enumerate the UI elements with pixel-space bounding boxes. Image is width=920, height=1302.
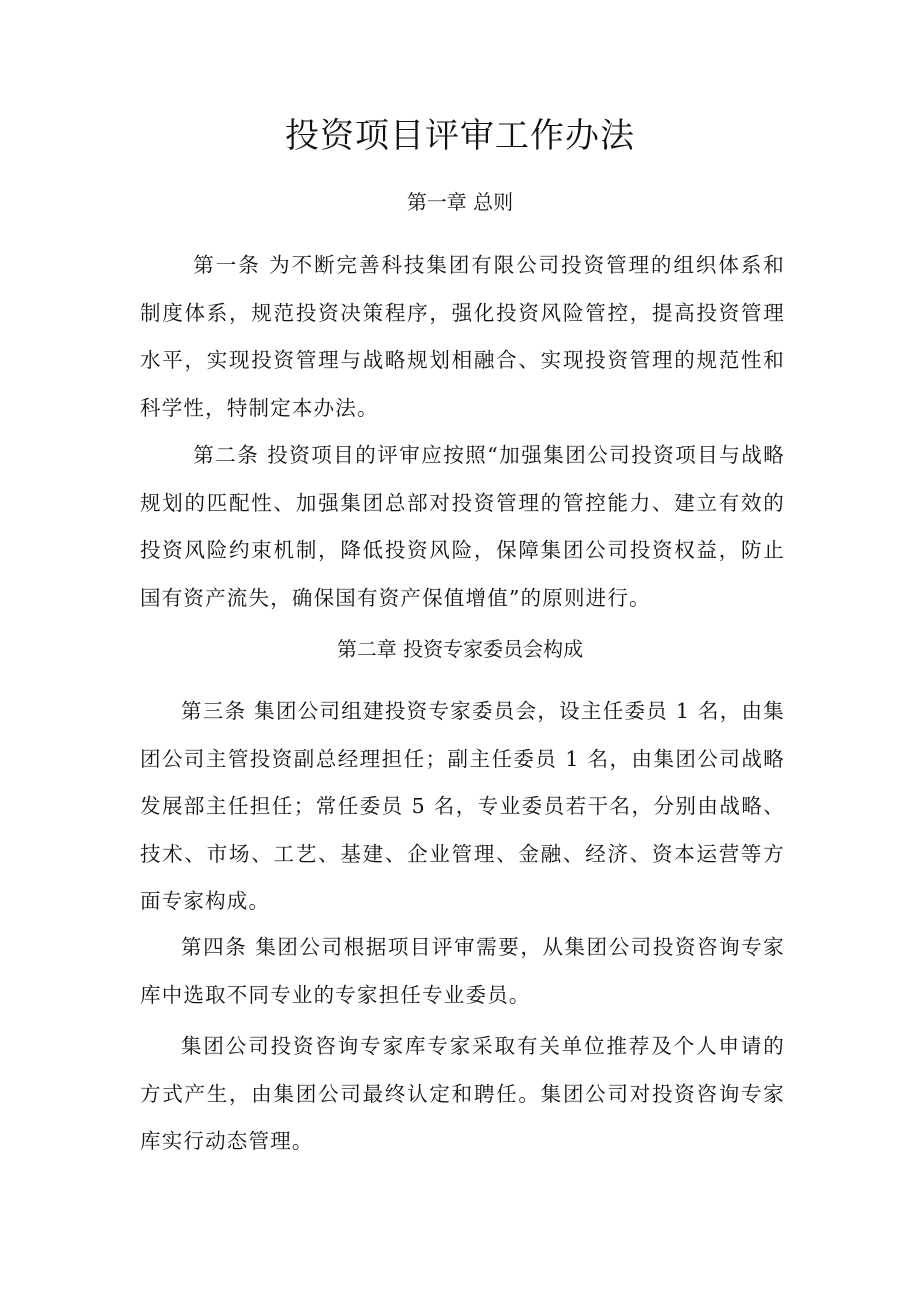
document-title: 投资项目评审工作办法: [285, 116, 635, 156]
article-1: 第一条 为不断完善科技集团有限公司投资管理的组织体系和制度体系，规范投资决策程序，强化投资风险管控，提高投资管理水平，实现投资管理与战略规划相融合、实现投资管理的规范性和科学性，特制定本办法。: [140, 253, 785, 420]
chapter-heading-1: 第一章 总则: [406, 190, 514, 214]
article-4: 第四条 集团公司根据项目评审需要，从集团公司投资咨询专家库中选取不同专业的专家担任专业委员。: [140, 935, 785, 1007]
article-2: 第二条 投资项目的评审应按照“加强集团公司投资项目与战略规划的匹配性、加强集团总部对投资管理的管控能力、建立有效的投资风险约束机制，降低投资风险，保障集团公司投资权益，防止国有资产流失，确保国有资产保值增值”的原则进行。: [140, 443, 785, 610]
chapter-heading-2: 第二章 投资专家委员会构成: [336, 637, 584, 661]
article-3: 第三条 集团公司组建投资专家委员会，设主任委员 1 名，由集团公司主管投资副总经理担任；副主任委员 1 名，由集团公司战略发展部主任担任；常任委员 5 名，专业委员若干名，分别由战略、技术、市场、工艺、基建、企业管理、金融、经济、资本运营等方面专家构成。: [140, 699, 785, 913]
article-4-paragraph-2: 集团公司投资咨询专家库专家采取有关单位推荐及个人申请的方式产生，由集团公司最终认定和聘任。集团公司对投资咨询专家库实行动态管理。: [140, 1034, 785, 1153]
